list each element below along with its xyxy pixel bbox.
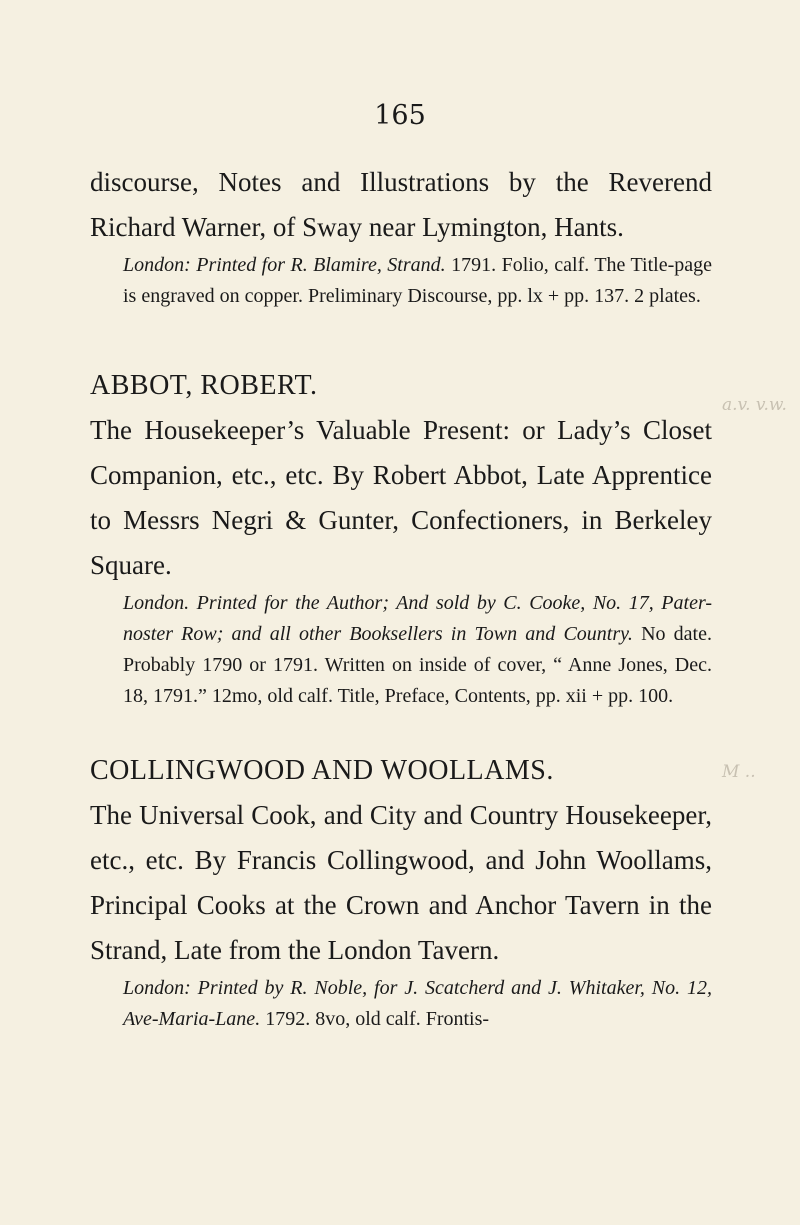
entry-collingwood-woollams xyxy=(90,748,712,1035)
margin-note: M .. xyxy=(722,762,756,782)
entry-body: discourse, Notes and Illustrations by the Reverend Richard Warner, of Sway near Lymington, Hants. xyxy=(90,167,712,242)
entry-imprint xyxy=(90,973,712,1035)
entry-warner xyxy=(90,160,712,312)
imprint-italic: London: Printed for R. Blamire, Strand. xyxy=(123,254,446,276)
imprint-italic: London. Printed for the Author; And sold by C. Cooke, No. 17, Pater-noster Row; and all other Booksellers in Town and Country. xyxy=(123,592,712,645)
entry-abbot xyxy=(90,363,712,712)
entry-heading: COLLINGWOOD AND WOOLLAMS. xyxy=(90,755,554,786)
page-number: 165 xyxy=(374,100,426,131)
imprint-text: 1792. 8vo, old calf. Frontis- xyxy=(260,1008,490,1030)
imprint-italic: London: Printed by R. Noble, for J. Scatcherd and J. Whitaker, No. 12, Ave-Maria-Lane. xyxy=(123,977,712,1030)
imprint-text: 1791. Folio, calf. The Title-page is engraved on copper. Preliminary Discourse, pp. lx + pp. 137. 2 plates. xyxy=(123,254,712,307)
entry-imprint xyxy=(90,250,712,312)
entry-body: The Housekeeper’s Valuable Present: or Lady’s Closet Companion, etc., etc. By Robert Abbot, Late Apprentice to Messrs Negri & Gunter, Confectioners, in Berkeley Square. xyxy=(90,415,712,580)
entry-imprint xyxy=(90,588,712,712)
imprint-text: No date. Probably 1790 or 1791. Written on inside of cover, “ Anne Jones, Dec. 18, 1791.” 12mo, old calf. Title, Preface, Contents, pp. xii + pp. 100. xyxy=(123,623,712,707)
entry-heading: ABBOT, ROBERT. xyxy=(90,370,318,401)
margin-note: a.v. v.w. xyxy=(722,395,787,415)
entry-body: The Universal Cook, and City and Country Housekeeper, etc., etc. By Francis Collingwood, and John Woollams, Principal Cooks at the Crown and Anchor Tavern in the Strand, Late from the London Tavern. xyxy=(90,800,712,965)
